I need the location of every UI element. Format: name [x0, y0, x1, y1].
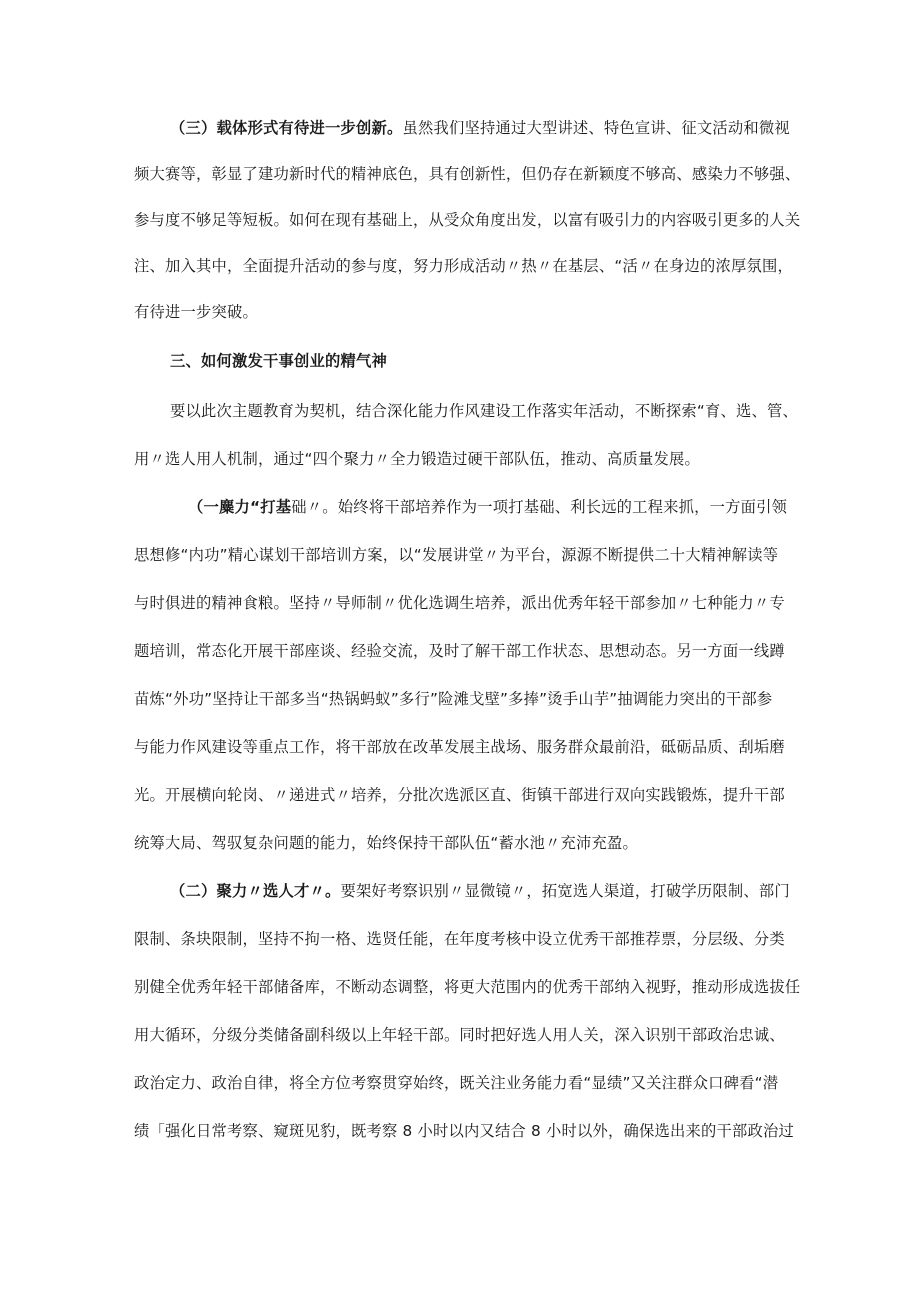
- text-line: [0, 972, 920, 1002]
- text-line: [0, 1068, 920, 1098]
- text-span: 础〃。始终将干部培养作为一项打基础、利长远的工程来抓，一方面引领: [291, 498, 788, 516]
- text-span: 频大赛等，彰显了建功新时代的精神底色，具有创新性，但仍存在新颖度不够高、感染力不够强、: [134, 165, 801, 183]
- text-span: 与时俱进的精神食粮。坚持〃导师制〃优化选调生培养，派出优秀年轻干部参加〃七种能力〃专: [134, 594, 785, 612]
- text-span: 要架好考察识别〃显微镜〃，拓宽选人渠道，打破学历限制、部门: [340, 882, 790, 900]
- text-span: 绩「强化日常考察、窥斑见豹，既考察 8 小时以内又结合 8 小时以外，确保选出来的干部政治过: [134, 1122, 794, 1140]
- text-span: 虽然我们坚持通过大型讲述、特色宣讲、征文活动和微视: [402, 119, 790, 137]
- text-line: [0, 588, 920, 618]
- text-span: 要以此次主题教育为契机，结合深化能力作风建设工作落实年活动，不断探索“育、选、管、: [170, 402, 799, 420]
- text-line: [0, 297, 920, 327]
- text-line: [0, 1116, 920, 1146]
- text-line: [0, 346, 920, 376]
- text-line: [0, 492, 920, 522]
- text-span: 统筹大局、驾驭复杂问题的能力，始终保持干部队伍“蓄水池〃充沛充盈。: [134, 834, 639, 852]
- text-line: [0, 251, 920, 281]
- section-heading: （三）载体形式有待进一步创新。: [170, 119, 403, 137]
- text-span: 光。开展横向轮岗、〃递进式〃培养，分批次选派区直、街镇干部进行双向实践锻炼，提升干部: [134, 786, 785, 804]
- text-line: [0, 636, 920, 666]
- text-line: [0, 444, 920, 474]
- text-span: 用大循环，分级分类储备副科级以上年轻干部。同时把好选人用人关，深入识别干部政治忠诚、: [134, 1026, 785, 1044]
- section-heading: （二）聚力〃选人才〃。: [170, 882, 341, 900]
- text-span: 限制、条块限制，坚持不拘一格、选贤任能，在年度考核中设立优秀干部推荐票，分层级、分类: [134, 930, 785, 948]
- chapter-heading: 三、如何激发干事创业的精气神: [170, 352, 387, 370]
- text-span: 有待进一步突破。: [134, 303, 258, 321]
- text-span: 苗炼“外功”坚持让干部多当“热锅蚂蚁”多行”险滩戈壁”多捧”烫手山芋”抽调能力突出的干部参: [134, 690, 773, 708]
- text-line: [0, 828, 920, 858]
- text-span: 别健全优秀年轻干部储备库，不断动态调整，将更大范围内的优秀干部纳入视野，推动形成选拔任: [134, 978, 801, 996]
- text-line: [0, 876, 920, 906]
- text-line: [0, 205, 920, 235]
- text-line: [0, 684, 920, 714]
- text-span: 思想修“内功”精心谋划干部培训方案，以“发展讲堂〃为平台，源源不断提供二十大精神解读等: [134, 546, 779, 564]
- text-span: 题培训，常态化开展干部座谈、经验交流，及时了解干部工作状态、思想动态。另一方面一线蹲: [134, 642, 785, 660]
- text-line: [0, 780, 920, 810]
- text-span: 参与度不够足等短板。如何在现有基础上，从受众角度出发，以富有吸引力的内容吸引更多的人关: [134, 211, 801, 229]
- text-span: 用〃选人用人机制，通过“四个聚力〃全力锻造过硬干部队伍，推动、高质量发展。: [134, 450, 701, 468]
- text-line: [0, 113, 920, 143]
- section-heading: （一麋力“打基: [188, 498, 292, 516]
- text-line: [0, 924, 920, 954]
- text-span: 注、加入其中，全面提升活动的参与度，努力形成活动〃热〃在基层、“活〃在身边的浓厚氛围，: [134, 257, 793, 275]
- text-span: 与能力作风建设等重点工作，将干部放在改革发展主战场、服务群众最前沿，砥砺品质、刮垢磨: [134, 738, 785, 756]
- text-line: [0, 732, 920, 762]
- text-line: [0, 159, 920, 189]
- text-line: [0, 540, 920, 570]
- text-span: 政治定力、政治自律，将全方位考察贯穿始终，既关注业务能力看“显绩”又关注群众口碑看“潜: [134, 1074, 779, 1092]
- text-line: [0, 1020, 920, 1050]
- text-line: [0, 396, 920, 426]
